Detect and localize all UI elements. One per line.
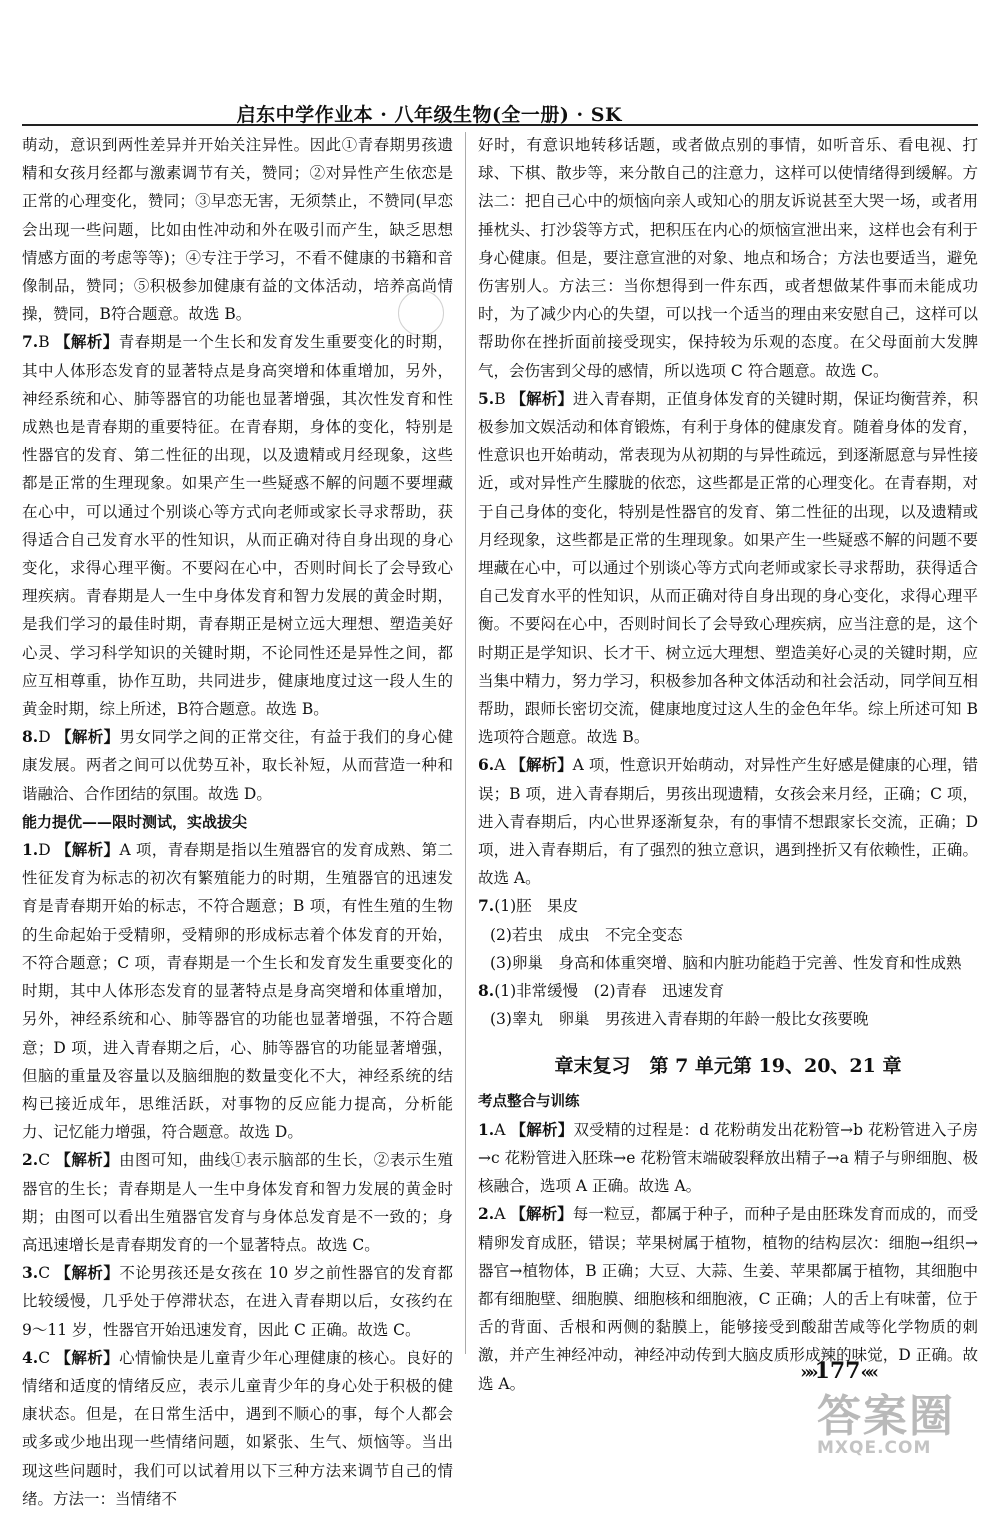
paragraph: 萌动，意识到两性差异并开始关注异性。因此①青春期男孩遗精和女孩月经都与激素调节有关，赞同；②对异性产生依恋是正常的心理变化，赞同；③早恋无害，无须禁止，不赞同(早恋会出现一些问题，比如由性冲动和外在吸引而产生，缺乏思想情感方面的考虑等等)；④专注于学习，不看不健康的书籍和音像制品，赞同；⑤积极参加健康有益的文体活动，培养高尚情操，赞同，B符合题意。故选 B。: [22, 136, 453, 324]
item-text: 青春期是一个生长和发育发生重要变化的时期，其中人体形态发育的显著特点是身高突增和体重增加，另外，神经系统和心、肺等器官的功能也显著增强，其次性发育和性成熟也是青春期的重要特征。在青春期，身体的变化，特别是性器官的发育、第二性征的出现，以及遗精或月经现象，这些都是正常的生理现象。如果产生一些疑惑不解的问题不要埋藏在心中，可以通过个别谈心等方式向老师或家长寻求帮助，获得适合自己发育水平的性知识，从而正确对待自身出现的身心变化，求得心理平衡。不要闷在心中，否则时间长了会导致心理疾病。青春期是人一生中身体发育和智力发展的黄金时期，是我们学习的最佳时期，青春期正是树立远大理想、塑造美好心灵、学习科学知识的关键时期，不论同性还是异性之间，都应互相尊重，协作互助，共同进步，健康地度过这一段人生的黄金时期，综上所述，B符合题意。故选 B。: [22, 333, 453, 719]
item-text: A 项，青春期是指以生殖器官的发育成熟、第二性征发育为标志的初次有繁殖能力的时期，生殖器官的迅速发育是青春期开始的标志，不符合题意；B 项，有性生殖的生物的生命起始于受精卵，受精卵的形成标志着个体发育的开始，不符合题意；C 项，青春期是一个生长和发育发生重要变化的时期，其中人体形态发育的显著特点是身高突增和体重增加，另外，神经系统和心、肺等器官的功能也显著增强，不符合题意；D 项，进入青春期之后，心、肺等器官的功能显著增强，但脑的重量及容量以及脑细胞的数量变化不大，神经系统的结构已接近成年，思维活跃，对事物的反应能力提高，分析能力、记忆能力增强，符合题意。故选 D。: [22, 841, 453, 1142]
answer-item: [478, 385, 978, 752]
right-column: [478, 131, 978, 1398]
item-answer: B: [38, 333, 50, 352]
item-answer: A: [494, 756, 506, 775]
analysis-tag: 【解析】: [510, 1204, 573, 1224]
analysis-tag: 【解析】: [510, 1119, 574, 1139]
item-text: 不论男孩还是女孩在 10 岁之前性器官的发育都比较缓慢，几乎处于停滞状态，在进入青春期以后，女孩约在 9～11 岁，性器官开始迅速发育，因此 C 正确。故选 C。: [22, 1264, 453, 1339]
item-text: (1)非常缓慢 (2)青春 迅速发育: [494, 982, 725, 1001]
watermark-site: MXQE.COM: [817, 1438, 932, 1458]
item-answer: A: [494, 1120, 506, 1139]
item-number: 2.: [22, 1150, 39, 1170]
item-text: 每一粒豆，都属于种子，而种子是由胚珠发育而成的，而受精卵发育成胚，错误；苹果树属于植物，植物的结构层次：细胞→组织→器官→植物体，B 正确；大豆、大蒜、生姜、苹果都属于植物，其细胞中都有细胞壁、细胞膜、细胞核和细胞液，C 正确；人的舌上有味蕾，位于舌的背面、舌根和两侧的黏膜上，能够接受到酸甜苦咸等化学物质的刺激，并产生神经冲动，神经冲动传到大脑皮质形成辣的味觉，D 正确。故选 A。: [478, 1205, 978, 1393]
header-rule: [22, 124, 978, 126]
chapter-title: 章末复习 第 7 单元第 19、20、21 章: [554, 1054, 902, 1077]
answer-item: [478, 751, 978, 892]
item-answer: C: [38, 1348, 51, 1367]
item-number: 8.: [22, 727, 39, 747]
item-number: 6.: [478, 755, 495, 775]
item-answer: C: [38, 1151, 51, 1170]
answer-item: [478, 1200, 978, 1397]
watermark: [817, 1380, 982, 1460]
answer-item: [478, 977, 978, 1005]
item-text: A 项，性意识开始萌动，对异性产生好感是健康的心理，错误；B 项，进入青春期后，男孩出现遗精，女孩会来月经，正确；C 项，进入青春期后，内心世界逐渐复杂，有的事情不想跟家长交流，正确；D 项，进入青春期后，有了强烈的独立意识，遇到挫折又有依赖性，正确。故选 A。: [478, 756, 978, 888]
item-number: 4.: [22, 1347, 39, 1367]
analysis-tag: 【解析】: [510, 755, 573, 775]
item-answer: D: [38, 728, 51, 747]
analysis-tag: 【解析】: [55, 1263, 120, 1283]
analysis-tag: 【解析】: [54, 332, 119, 352]
item-text: 进入青春期，正值身体发育的关键时期，保证均衡营养，积极参加文娱活动和体育锻炼，有利于身体的健康发育。随着身体的发育，性意识也开始萌动，常表现为从初期的与异性疏远，到逐渐愿意与异性接近，或对异性产生朦胧的依恋，这些都是正常的心理变化。在青春期，对于自己身体的变化，特别是性器官的发育、第二性征的出现，以及遗精或月经现象，这些都是正常的生理现象。如果产生一些疑惑不解的问题不要埋藏在心中，可以通过个别谈心等方式向老师或家长寻求帮助，获得适合自己发育水平的性知识，从而正确对待自身出现的身心变化，求得心理平衡。不要闷在心中，否则时间长了会导致心理疾病，应当注意的是，这个时期正是学知识、长才干、树立远大理想、塑造美好心灵的关键时期，应当集中精力，努力学习，积极参加各种文体活动和社会活动，同学间互相帮助，跟师长密切交流，健康地度过这人生的金色年华。综上所述可知 B 选项符合题意。故选 B。: [478, 389, 978, 747]
answer-item: [478, 892, 978, 920]
item-number: 7.: [22, 332, 39, 352]
answer-item: [22, 1146, 453, 1259]
item-text: (1)胚 果皮: [494, 897, 579, 916]
page-number-deco-right-2: «: [867, 1362, 875, 1383]
answer-line: (3)卵巢 身高和体重突增、脑和内脏功能趋于完善、性发育和性成熟: [490, 953, 962, 972]
item-text: 由图可知，曲线①表示脑部的生长，②表示生殖器官的生长；青春期是人一生中身体发育和智力发展的黄金时期；由图可以看出生殖器官发育与身体总发育是不一致的；身高迅速增长是青春期发育的一个显著特点。故选 C。: [22, 1151, 453, 1254]
page-number-value: 177: [814, 1358, 861, 1384]
sub-title: 考点整合与训练: [478, 1092, 580, 1110]
section-title: 能力提优——限时测试，实战拔尖: [22, 812, 248, 831]
left-column: [22, 131, 453, 1513]
analysis-tag: 【解析】: [55, 840, 120, 860]
item-number: 1.: [478, 1119, 495, 1139]
column-divider: [465, 132, 466, 1354]
item-number: 1.: [22, 840, 39, 860]
page-number-deco-left-2: »: [807, 1362, 815, 1383]
analysis-tag: 【解析】: [55, 1150, 120, 1170]
page-number-deco-right: «: [860, 1362, 868, 1383]
answer-item: [22, 1344, 453, 1513]
item-answer: A: [494, 1205, 506, 1224]
item-answer: D: [38, 841, 51, 860]
answer-item: [22, 1259, 453, 1344]
item-number: 3.: [22, 1263, 39, 1283]
answer-item: [22, 328, 453, 723]
item-answer: C: [38, 1264, 51, 1283]
item-text: 心情愉快是儿童青少年心理健康的核心。良好的情绪和适度的情绪反应，表示儿童青少年的身心处于积极的健康状态。但是，在日常生活中，遇到不顺心的事，每个人都会或多或少地出现一些情绪问题，如紧张、生气、烦恼等。当出现这些问题时，我们可以试着用以下三种方法来调节自己的情绪。方法一：当情绪不: [22, 1348, 453, 1508]
analysis-tag: 【解析】: [55, 1347, 120, 1367]
item-text: 双受精的过程是：d 花粉萌发出花粉管→b 花粉管进入子房→c 花粉管进入胚珠→e 花粉管末端破裂释放出精子→a 精子与卵细胞、极核融合，选项 A 正确。故选 A。: [478, 1120, 978, 1196]
watermark-logo: 答案圈: [817, 1391, 955, 1442]
answer-item: [478, 1116, 978, 1201]
analysis-tag: 【解析】: [510, 388, 573, 408]
item-answer: B: [494, 389, 506, 408]
item-text: 男女同学之间的正常交往，有益于我们的身心健康发展。两者之间可以优势互补，取长补短，从而营造一种和谐融洽、合作团结的氛围。故选 D。: [22, 728, 453, 803]
answer-item: [22, 836, 453, 1146]
header-title: 启东中学作业本 · 八年级生物(全一册) · SK: [236, 104, 622, 126]
item-number: 2.: [478, 1204, 495, 1224]
answer-item: [22, 723, 453, 808]
item-number: 8.: [478, 981, 495, 1001]
page-number-deco-left: »: [800, 1362, 808, 1383]
paragraph: 好时，有意识地转移话题，或者做点别的事情，如听音乐、看电视、打球、下棋、散步等，来分散自己的注意力，这样可以使情绪得到缓解。方法二：把自己心中的烦恼向亲人或知心的朋友诉说甚至大哭一场，或者用捶枕头、打沙袋等方式，把积压在内心的烦恼宣泄出来，这样也会有利于身心健康。但是，要注意宣泄的对象、地点和场合；方法也要适当，避免伤害别人。方法三：当你想得到一件东西，或者想做某件事而未能成功时，为了减少内心的失望，可以找一个适当的理由来安慰自己，这样可以帮助你在挫折面前接受现实，保持较为乐观的态度。在父母面前大发脾气，会伤害到父母的感情，所以选项 C 符合题意。故选 C。: [478, 136, 978, 380]
analysis-tag: 【解析】: [55, 727, 120, 747]
answer-line: (3)睾丸 卵巢 男孩进入青春期的年龄一般比女孩要晚: [490, 1010, 869, 1029]
answer-line: (2)若虫 成虫 不完全变态: [490, 925, 683, 944]
item-number: 5.: [478, 388, 495, 408]
item-number: 7.: [478, 896, 495, 916]
